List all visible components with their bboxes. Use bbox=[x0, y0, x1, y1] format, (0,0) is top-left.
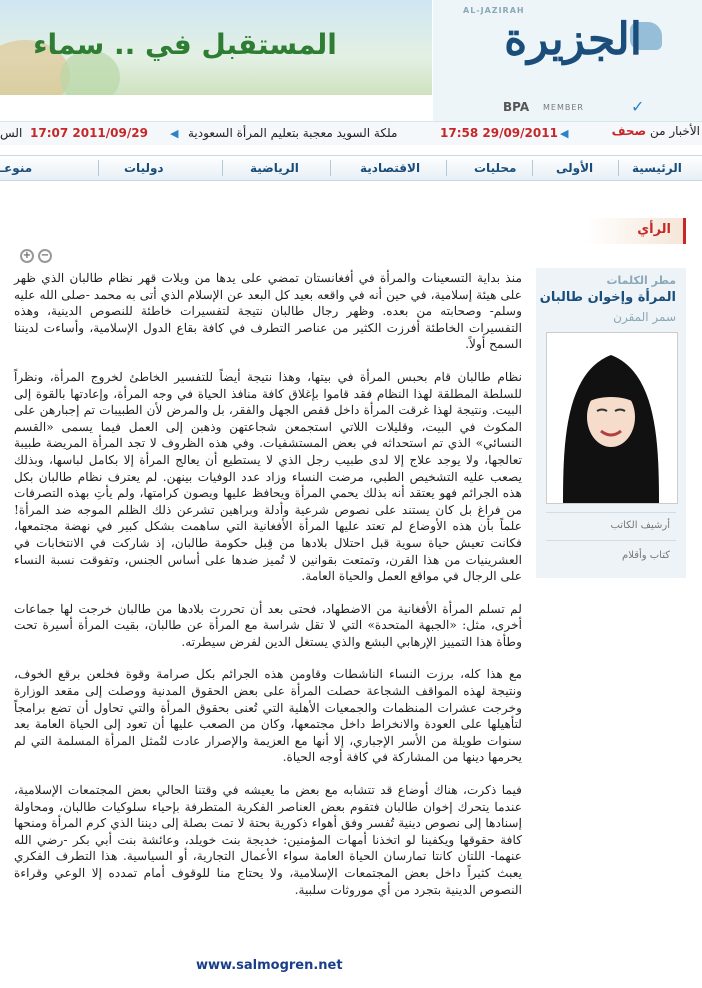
nav-divider bbox=[532, 160, 533, 176]
article-paragraph: مع هذا كله، برزت النساء الناشطات وقاومن هذه الجرائم بكل صرامة وقوة فخلعن برقع الخوف، ونتيجة لهذه المواقف الشجاعة حصلت المرأة على بعض الحقوق المدنية ووصلت إلى مقعد الوزارة وخرجت عشرات المنظمات والجمعيات الأهلية التي تُعنى بحقوق المرأة والتي تحاول أن تضع برامجاً لتأهيلها على العودة والانخراط داخل مجتمعها، وكان من الصعب عليها أن تعود إلى الحياة العامة بعد سنوات طويلة من الأسر الإجباري، إلا أنها مع العزيمة والإصرار عادت لتُمثل المرأة المسلمة التي لم يحرمها دينها من المشاركة في كافة أوجه الحياة. bbox=[14, 667, 522, 765]
writers-link[interactable]: كتاب وأقلام bbox=[622, 550, 670, 561]
nav-item-international[interactable]: دوليات bbox=[124, 161, 164, 175]
logo-area[interactable] bbox=[433, 0, 702, 95]
article-body bbox=[14, 270, 522, 914]
nav-item-first[interactable]: الأولى bbox=[556, 161, 594, 175]
arrow-icon: ◀ bbox=[560, 127, 569, 140]
bpa-membership bbox=[433, 95, 702, 121]
main-nav bbox=[0, 155, 702, 181]
ticker-brand-name: صحف bbox=[611, 124, 647, 138]
author-website-link[interactable]: www.salmogren.net bbox=[196, 958, 343, 973]
article-paragraph: فيما ذكرت، هناك أوضاع قد تتشابه مع بعض ما يعيشه في وقتنا الحالي بعض المجتمعات الإسلامية، عندما يتحرك إخوان طالبان فتقوم بعض العناصر الفكرية المتطرفة بإحياء سلوكيات طالبان، ومحاولة إسنادها إلى نصوص دينية تُفسر وفق أهواء ذكورية بحتة لا تمت بصلة إلى ديننا الذي كرم المرأة ومنحها كافة حقوقها ويكفينا لو اتخذنا أمهات المؤمنين: خديجة بنت خويلد، وعائشة بنت أبي بكر -رضي الله عنهما- اللتان كانتا تمارسان الحياة العامة سواء الأعمال التجارية، أو السياسية. هذا التطرف الفكري يعبث كثيراً داخل بعض المجتمعات الإسلامية، ولا يحتاج منا للوقوف أمام تمدده إلا الوعي وقراءة النصوص الدينية بتجرد من أي موروثات سلبية. bbox=[14, 783, 522, 897]
author-photo bbox=[546, 332, 678, 504]
zoom-out-icon[interactable]: − bbox=[38, 249, 52, 263]
author-name: سمر المقرن bbox=[613, 310, 676, 324]
nav-divider bbox=[330, 160, 331, 176]
nav-item-misc[interactable]: منوعـ bbox=[0, 161, 33, 175]
arrow-icon: ◀ bbox=[170, 127, 179, 140]
author-archive-link[interactable]: أرشيف الكاتب bbox=[610, 520, 670, 531]
logo-english: AL-JAZIRAH bbox=[463, 6, 525, 15]
section-bar bbox=[0, 218, 702, 244]
nav-divider bbox=[222, 160, 223, 176]
column-name: مطر الكلمات bbox=[606, 274, 676, 287]
sidebar-divider bbox=[546, 512, 676, 513]
banner-text: المستقبل في .. سماء bbox=[33, 28, 337, 61]
news-ticker bbox=[0, 121, 702, 145]
nav-divider bbox=[618, 160, 619, 176]
section-tab bbox=[586, 218, 686, 244]
author-sidebar bbox=[536, 268, 686, 578]
site-header bbox=[0, 0, 702, 175]
ad-banner[interactable] bbox=[0, 0, 432, 95]
checkmark-icon: ✓ bbox=[631, 97, 645, 116]
sidebar-divider bbox=[546, 540, 676, 541]
ticker-item-headline[interactable]: الس bbox=[0, 126, 23, 140]
ticker-brand-label: الأخبار من bbox=[649, 124, 700, 138]
bpa-member-label: MEMBER bbox=[543, 103, 584, 112]
article-paragraph: لم تسلم المرأة الأفغانية من الاضطهاد، فحتى بعد أن تحررت بلادها من طالبان خرجت لها جماعات أخرى، مثل: «الجبهة المتحدة» التي لا تقل شراسة مع المرأة عن طالبان، بقيت المرأة أسيرة تحت وطأة هذا التمييز الإرهابي البشع والذي يستغل الدين لفرض سيطرته. bbox=[14, 601, 522, 649]
article-title: المرأة وإخوان طالبان bbox=[539, 290, 676, 305]
ticker-item-date: 17:07 2011/09/29 bbox=[30, 126, 148, 140]
nav-item-economy[interactable]: الاقتصادية bbox=[360, 161, 421, 175]
nav-divider bbox=[446, 160, 447, 176]
nav-item-sports[interactable]: الرياضية bbox=[250, 161, 299, 175]
author-portrait-icon bbox=[546, 333, 677, 504]
nav-divider bbox=[98, 160, 99, 176]
section-title: الرأي bbox=[637, 222, 671, 237]
article-paragraph: نظام طالبان قام بحبس المرأة في بيتها، وهذا نتيجة أيضاً للتفسير الخاطئ لخروج المرأة، ونظراً للسلطة المطلقة لهذا النظام فقد قاموا بإغلاق كافة منافذ الحياة في وجه المرأة، وإعادتها بالقوة إلى البيت. ونتيجة لهذا غرقت المرأة داخل قفص الجهل والفقر، بل والمرض لأن الطبيبات تم إجبارهن على المكوث في البيت، وقليلات اللاتي استجمعن شجاعتهن وذهبن إلى العمل فيما يسمى «القسم النسائي» الذي تم استحداثه في بعض المستشفيات. وفي هذه الظروف لا تجد المرأة المريضة طبيبة تعالجها، ولا يوجد علاج إلا لدى طبيب رجل الذي لا يستطيع أن يعالج المرأة إلا بكامل لباسها، وبذلك يصعب عليه التشخيص الطبي، مرضت النساء وزاد عدد الوفيات بينهن. لم يعترف نظام طالبان بكل هذه الجرائم فهو يعتقد أنه بذلك يحمي المرأة ويحافظ عليها ويصون كرامتها، ولم يأتِ بهذه التصرفات من فراغ بل كان يستند على نصوص شرعية وأدلة وبراهين تشرعن ذلك الظلم الموجه ضد المرأة! علماً بأن هذه الأوضاع لم تعتد عليها المرأة الأفغانية التي ساهمت بشكل كبير في نهضة مجتمعها، فكانت تعيش حياة سوية قبل احتلال بلادها من قِبل حكومة طالبان، إذ شاركت في الانتخابات في العشرينيات من هذا القرن، وتمتعت بقوانين لا تُميز ضدها على أساس الجنس، وتفوقت نسبة النساء على الرجال في مواقع العمل والحياة العامة. bbox=[14, 369, 522, 584]
ticker-item-headline[interactable]: ملكة السويد معجبة بتعليم المرأة السعودية bbox=[188, 126, 398, 140]
nav-item-home[interactable]: الرئيسية bbox=[632, 161, 682, 175]
ticker-item-date: 17:58 29/09/2011 bbox=[440, 126, 558, 140]
zoom-in-icon[interactable]: + bbox=[20, 249, 34, 263]
ticker-brand[interactable] bbox=[612, 124, 700, 138]
article-paragraph: منذ بداية التسعينات والمرأة في أفغانستان تمضي على يدها من ويلات قهر نظام طالبان الذي ظهر على هيئة إسلامية، في حين أنه في واقعه بعيد كل البعد عن الإسلام الذي أتى به محمد -صلى الله عليه وسلم- وصحابته من بعده. وظهر رجال طالبان نتيجة لتفسيرات خاطئة للنصوص الدينية، وهذه التفسيرات الخاطئة أفرزت الكثير من عناصر التطرف في كافة بقاع الدول الإسلامية، وأساءت لديننا السمح أولاً. bbox=[14, 271, 522, 352]
logo-arabic: الجزيرة bbox=[504, 14, 642, 65]
nav-item-local[interactable]: محليات bbox=[474, 161, 517, 175]
bpa-logo: BPA bbox=[503, 100, 530, 114]
